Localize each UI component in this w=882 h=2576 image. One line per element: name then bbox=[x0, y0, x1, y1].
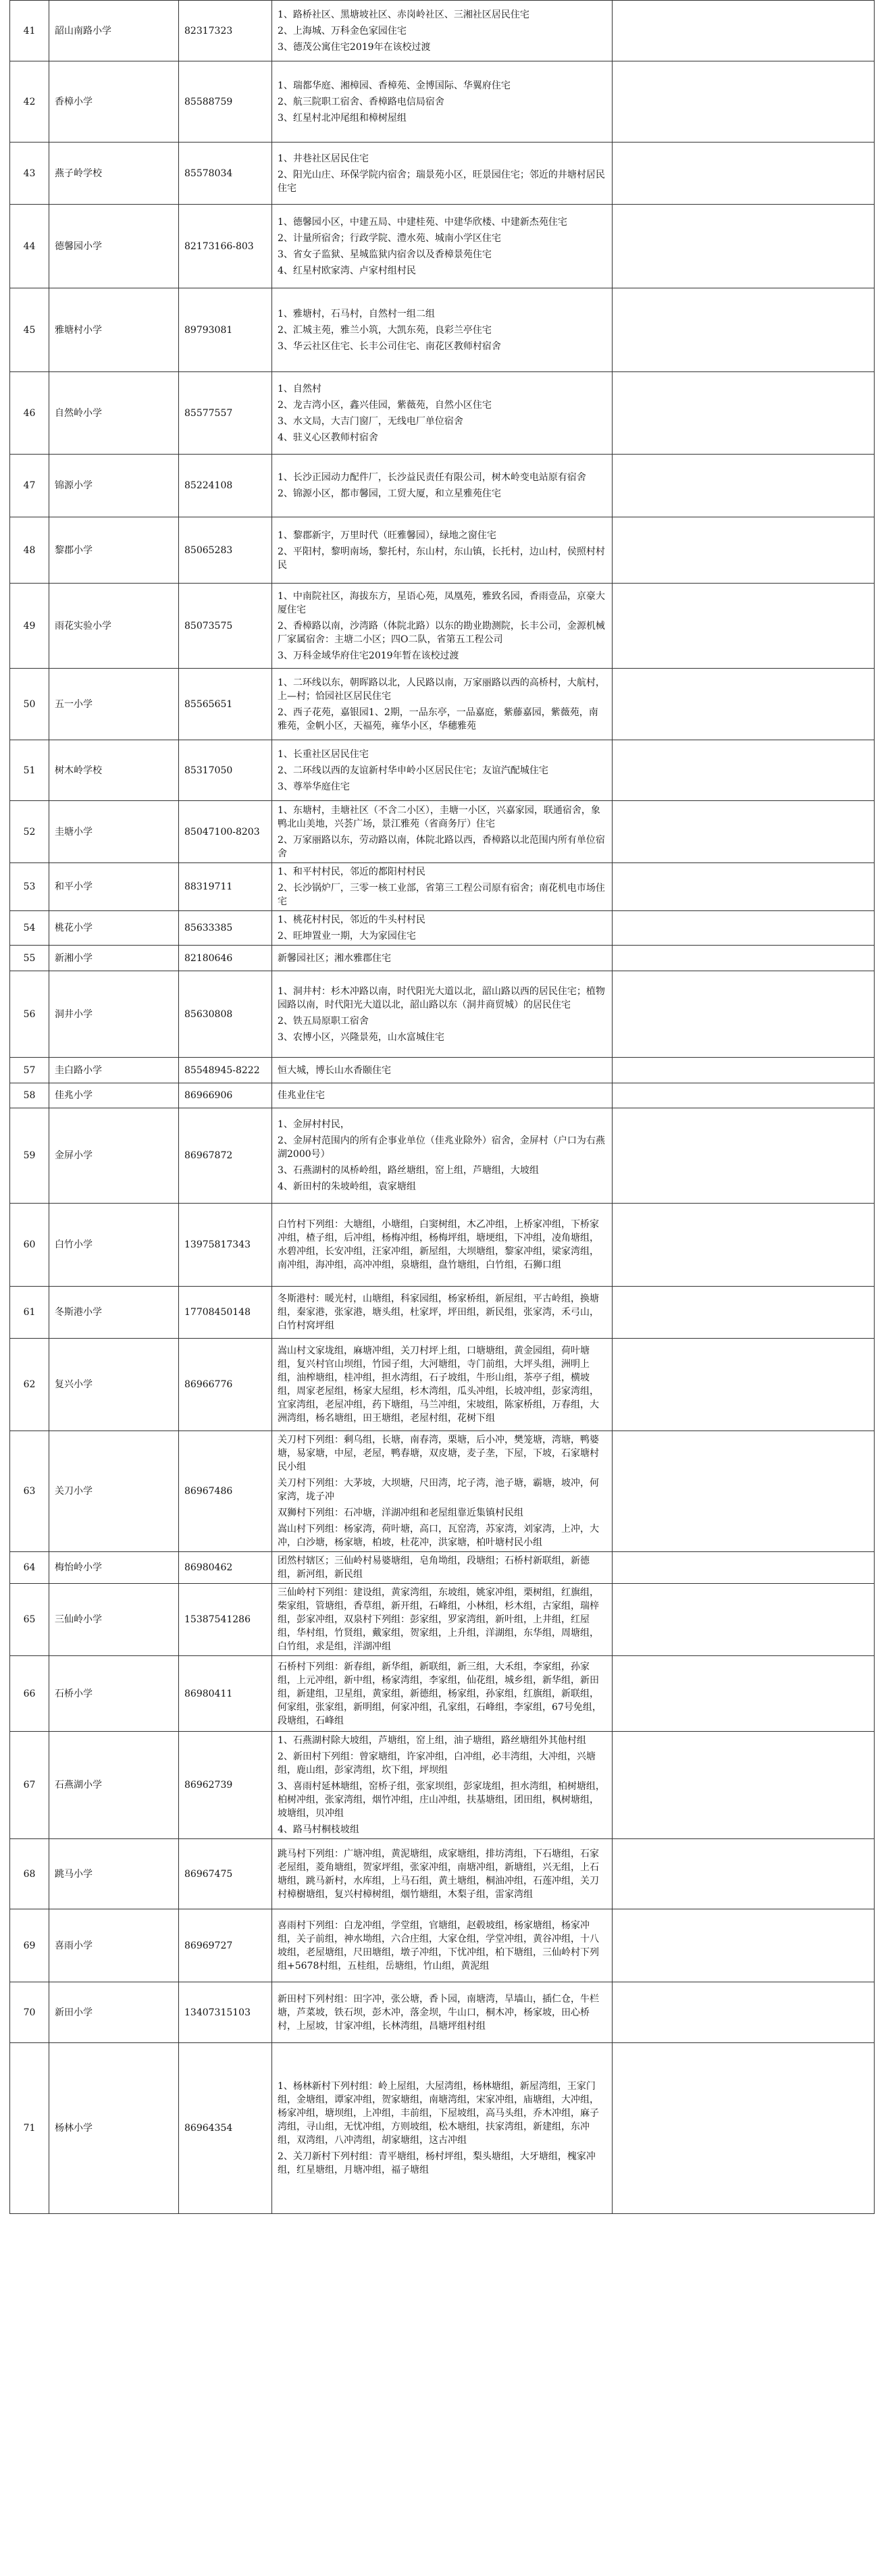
school-name: 梅怡岭小学 bbox=[49, 1552, 179, 1584]
table-row bbox=[10, 2043, 875, 2214]
school-district-table bbox=[9, 0, 875, 2214]
remarks-cell bbox=[613, 372, 875, 455]
remarks-cell bbox=[613, 1732, 875, 1839]
remarks-cell bbox=[613, 971, 875, 1058]
school-name: 黎郡小学 bbox=[49, 517, 179, 584]
remarks-cell bbox=[613, 288, 875, 372]
enrollment-scope bbox=[272, 946, 613, 971]
school-phone: 85065283 bbox=[179, 517, 272, 584]
school-name: 三仙岭小学 bbox=[49, 1584, 179, 1656]
enrollment-scope bbox=[272, 1552, 613, 1584]
table-row bbox=[10, 669, 875, 740]
enrollment-scope bbox=[272, 863, 613, 911]
row-number: 54 bbox=[10, 911, 49, 946]
school-phone: 85565651 bbox=[179, 669, 272, 740]
school-phone: 15387541286 bbox=[179, 1584, 272, 1656]
scope-line: 新田村下列村组：田字冲，张公塘，香卜园，南塘湾，旱墙山，插仁仓，牛栏塘，芦菜坡，铁石坝，彭木冲，落金坝，牛山口，桐木冲，杨家坡，田心桥村，上屋坡，甘家冲组，长林湾组，昌塘坪组村组 bbox=[278, 1993, 599, 2032]
enrollment-scope bbox=[272, 740, 613, 801]
scope-line: 2、铁五局原职工宿舍 bbox=[278, 1015, 369, 1027]
row-number: 63 bbox=[10, 1431, 49, 1552]
scope-line: 3、尊举华庭住宅 bbox=[278, 781, 350, 792]
school-phone: 85588759 bbox=[179, 61, 272, 143]
enrollment-scope bbox=[272, 1431, 613, 1552]
school-phone: 82317323 bbox=[179, 1, 272, 61]
remarks-cell bbox=[613, 584, 875, 669]
scope-line: 3、省女子监狱、星城监狱内宿舍以及香樟景苑住宅 bbox=[278, 249, 492, 260]
scope-line: 1、杨林新村下列村组：岭上屋组，大屋湾组，杨林塘组，新屋湾组，王家门组，金塘组，谭家冲组，贺家塘组，南塘湾组，宋家冲组，庙塘组，大冲组，杨家冲组，塘坝组，上冲组，丰前组，下屋坡组，高马头组，乔木冲组，麻子湾组，寻山组，无忧冲组，方则坡组，松木塘组，扶家湾组，新建组，东冲组，双湾组，八冲湾组，胡家塘组，这古冲组 bbox=[278, 2081, 599, 2146]
enrollment-scope bbox=[272, 1204, 613, 1287]
school-phone: 82180646 bbox=[179, 946, 272, 971]
school-name: 德馨园小学 bbox=[49, 205, 179, 288]
scope-line: 4、新田村的朱坡岭组，袁家塘组 bbox=[278, 1181, 416, 1192]
table-row bbox=[10, 1058, 875, 1083]
scope-line: 3、红星村北冲尾组和樟树屋组 bbox=[278, 112, 407, 124]
enrollment-scope bbox=[272, 801, 613, 863]
scope-line: 2、长沙锅炉厂，三零一核工业部，省第三工程公司原有宿舍；南花机电市场住宅 bbox=[278, 883, 605, 907]
school-phone: 85577557 bbox=[179, 372, 272, 455]
remarks-cell bbox=[613, 1204, 875, 1287]
enrollment-scope bbox=[272, 1982, 613, 2043]
school-name: 燕子岭学校 bbox=[49, 143, 179, 205]
school-phone: 85633385 bbox=[179, 911, 272, 946]
school-phone: 86967872 bbox=[179, 1108, 272, 1204]
scope-line: 3、万科金域华府住宅2019年暂在该校过渡 bbox=[278, 650, 459, 661]
remarks-cell bbox=[613, 740, 875, 801]
remarks-cell bbox=[613, 1909, 875, 1982]
scope-line: 3、农博小区，兴隆景苑，山水富城住宅 bbox=[278, 1031, 444, 1043]
school-name: 新田小学 bbox=[49, 1982, 179, 2043]
remarks-cell bbox=[613, 1108, 875, 1204]
row-number: 70 bbox=[10, 1982, 49, 2043]
scope-line: 1、长重社区居民住宅 bbox=[278, 748, 369, 760]
table-row bbox=[10, 1204, 875, 1287]
school-phone: 86980462 bbox=[179, 1552, 272, 1584]
school-name: 复兴小学 bbox=[49, 1339, 179, 1431]
scope-line: 关刀村下列组：大茅坡，大坝塘，尺田湾，坨子湾，池子塘，霸塘，坡冲，何家湾，垅子冲 bbox=[278, 1478, 599, 1502]
school-phone: 85317050 bbox=[179, 740, 272, 801]
remarks-cell bbox=[613, 1839, 875, 1909]
table-row bbox=[10, 946, 875, 971]
remarks-cell bbox=[613, 61, 875, 143]
remarks-cell bbox=[613, 1058, 875, 1083]
school-phone: 86980411 bbox=[179, 1656, 272, 1732]
scope-line: 3、喜雨村延林塘组，窑桥子组，张家坝组，彭家垅组，担水湾组，柏树塘组，柏树冲组，张家湾组，烟竹冲组，庄山冲组，扶基塘组，团田组，枫树塘组，坡塘组，贝冲组 bbox=[278, 1781, 605, 1819]
row-number: 51 bbox=[10, 740, 49, 801]
row-number: 43 bbox=[10, 143, 49, 205]
scope-line: 2、汇城主苑，雅兰小筑，大凯东苑，良彩兰亭住宅 bbox=[278, 324, 492, 336]
enrollment-scope bbox=[272, 1108, 613, 1204]
school-name: 喜雨小学 bbox=[49, 1909, 179, 1982]
scope-line: 1、德馨园小区，中建五局、中建桂苑、中建华欣楼、中建新杰苑住宅 bbox=[278, 216, 567, 228]
enrollment-scope bbox=[272, 1339, 613, 1431]
remarks-cell bbox=[613, 1656, 875, 1732]
school-name: 白竹小学 bbox=[49, 1204, 179, 1287]
school-name: 新湘小学 bbox=[49, 946, 179, 971]
enrollment-scope bbox=[272, 517, 613, 584]
remarks-cell bbox=[613, 143, 875, 205]
row-number: 67 bbox=[10, 1732, 49, 1839]
row-number: 48 bbox=[10, 517, 49, 584]
school-name: 五一小学 bbox=[49, 669, 179, 740]
scope-line: 1、和平村村民，邻近的都阳村村民 bbox=[278, 867, 425, 877]
school-phone: 13975817343 bbox=[179, 1204, 272, 1287]
school-name: 冬斯港小学 bbox=[49, 1287, 179, 1339]
school-name: 自然岭小学 bbox=[49, 372, 179, 455]
row-number: 71 bbox=[10, 2043, 49, 2214]
school-phone: 17708450148 bbox=[179, 1287, 272, 1339]
table-row bbox=[10, 455, 875, 517]
table-row bbox=[10, 1, 875, 61]
remarks-cell bbox=[613, 669, 875, 740]
remarks-cell bbox=[613, 946, 875, 971]
school-phone: 88319711 bbox=[179, 863, 272, 911]
school-name: 圭白路小学 bbox=[49, 1058, 179, 1083]
table-row bbox=[10, 205, 875, 288]
remarks-cell bbox=[613, 801, 875, 863]
school-phone: 85073575 bbox=[179, 584, 272, 669]
remarks-cell bbox=[613, 1, 875, 61]
table-row bbox=[10, 1656, 875, 1732]
school-name: 雅塘村小学 bbox=[49, 288, 179, 372]
table-row bbox=[10, 1431, 875, 1552]
row-number: 69 bbox=[10, 1909, 49, 1982]
scope-line: 1、中南院社区，海拔东方，星语心苑，凤凰苑，雅致名园，香雨壹品，京豪大厦住宅 bbox=[278, 590, 605, 615]
table-row bbox=[10, 1083, 875, 1108]
scope-line: 2、计量所宿舍；行政学院、澧水苑、城南小学区住宅 bbox=[278, 232, 501, 244]
remarks-cell bbox=[613, 517, 875, 584]
scope-line: 2、香樟路以南，沙湾路（体院北路）以东的勘业勘测院，长丰公司，金源机械厂家属宿舍：主塘二小区；四O二队，省第五工程公司 bbox=[278, 620, 605, 645]
scope-line: 团然村辖区；三仙岭村易婆塘组，皂角坳组，段塘组；石桥村新联组，新德组，新河组，新民组 bbox=[278, 1555, 590, 1580]
remarks-cell bbox=[613, 205, 875, 288]
enrollment-scope bbox=[272, 205, 613, 288]
school-phone: 85224108 bbox=[179, 455, 272, 517]
school-name: 石燕湖小学 bbox=[49, 1732, 179, 1839]
enrollment-scope bbox=[272, 61, 613, 143]
row-number: 59 bbox=[10, 1108, 49, 1204]
row-number: 49 bbox=[10, 584, 49, 669]
table-row bbox=[10, 1982, 875, 2043]
table-row bbox=[10, 1287, 875, 1339]
remarks-cell bbox=[613, 911, 875, 946]
scope-line: 2、阳光山庄、环保学院内宿舍；瑞景苑小区，旺景园住宅；邻近的井塘村居民住宅 bbox=[278, 169, 605, 194]
table-row bbox=[10, 143, 875, 205]
enrollment-scope bbox=[272, 1287, 613, 1339]
scope-line: 喜雨村下列组：白龙冲组，学堂组，官塘组，赵毂坡组，杨家塘组，杨家冲组，关子前组，神水坳组，六合庄组，大家仓组，学堂冲组，黄谷冲组，十八坡组，老屋塘组，尺田塘组，墩子冲组，下忧冲组，柏下塘组，三仙岭村下列组+5678村组，五桂组，岳塘组，竹山组，黄泥组 bbox=[278, 1920, 599, 1972]
scope-line: 3、水文局，大吉门窗厂，无线电厂单位宿舍 bbox=[278, 415, 463, 427]
scope-line: 1、洞井村：杉木冲路以南，时代阳光大道以北，韶山路以西的居民住宅；植物园路以南，时代阳光大道以北，韶山路以东（洞井商贸城）的居民住宅 bbox=[278, 985, 605, 1010]
scope-line: 3、石燕湖村的凤桥岭组，路丝塘组，窑上组，芦塘组，大坡组 bbox=[278, 1165, 539, 1176]
scope-line: 2、关刀新村下列村组：青平塘组，杨村坪组，梨头塘组，大牙塘组，槐家冲组，红星塘组，月塘冲组，福子塘组 bbox=[278, 2151, 596, 2175]
enrollment-scope bbox=[272, 1058, 613, 1083]
school-phone: 89793081 bbox=[179, 288, 272, 372]
remarks-cell bbox=[613, 1339, 875, 1431]
row-number: 42 bbox=[10, 61, 49, 143]
row-number: 58 bbox=[10, 1083, 49, 1108]
row-number: 47 bbox=[10, 455, 49, 517]
enrollment-scope bbox=[272, 1584, 613, 1656]
remarks-cell bbox=[613, 863, 875, 911]
scope-line: 2、二环线以西的友谊新村华申岭小区居民住宅；友谊汽配城住宅 bbox=[278, 765, 548, 776]
row-number: 41 bbox=[10, 1, 49, 61]
scope-line: 石桥村下列组：新春组，新华组，新联组，新三组，大禾组，李家组，孙家组，上元冲组，新中组，杨家湾组，李家组，仙花组，城乡组，新华组，新田组，新建组，卫星组，黄家组，新德组，杨家组，孙家组，红旗组，新联组，何家组，张家组，新明组，何家冲组，孔家组，石峰组，李家组，67号免组，段塘组，石峰组 bbox=[278, 1661, 602, 1726]
table-row bbox=[10, 863, 875, 911]
school-name: 树木岭学校 bbox=[49, 740, 179, 801]
table-row bbox=[10, 372, 875, 455]
school-phone: 13407315103 bbox=[179, 1982, 272, 2043]
school-name: 杨林小学 bbox=[49, 2043, 179, 2214]
row-number: 52 bbox=[10, 801, 49, 863]
school-phone: 86967475 bbox=[179, 1839, 272, 1909]
row-number: 60 bbox=[10, 1204, 49, 1287]
scope-line: 1、雅塘村，石马村，自然村一组二组 bbox=[278, 308, 435, 319]
scope-line: 跳马村下列组：广塘冲组，黄泥塘组，成家塘组，排坊湾组，下石塘组，石家老屋组，菱角塘组，贺家坪组，张家冲组，南塘冲组，新塘组，兴无组，上石塘组，跳马新村，水库组，上马石组，黄土塘组，桐油冲组，石莲冲组，关刀村樟樹塘组，复兴村樟树组，烟竹塘组，木梨子组，雷家湾组 bbox=[278, 1848, 599, 1900]
table-row bbox=[10, 61, 875, 143]
scope-line: 4、驻义心区教师村宿舍 bbox=[278, 432, 378, 443]
row-number: 66 bbox=[10, 1656, 49, 1732]
scope-line: 4、红星村欧家湾、卢家村组村民 bbox=[278, 265, 416, 276]
scope-line: 1、二环线以东，朝晖路以北，人民路以南，万家丽路以西的高桥村，大航村，上—村；恰园社区居民住宅 bbox=[278, 677, 605, 702]
row-number: 55 bbox=[10, 946, 49, 971]
school-name: 佳兆小学 bbox=[49, 1083, 179, 1108]
table-row bbox=[10, 1339, 875, 1431]
enrollment-scope bbox=[272, 911, 613, 946]
enrollment-scope bbox=[272, 971, 613, 1058]
row-number: 57 bbox=[10, 1058, 49, 1083]
school-phone: 86967486 bbox=[179, 1431, 272, 1552]
school-name: 和平小学 bbox=[49, 863, 179, 911]
table-row bbox=[10, 1909, 875, 1982]
scope-line: 2、金屏村范围内的所有企事业单位（佳兆业除外）宿舍，金屏村（户口为右燕湖2000号） bbox=[278, 1135, 605, 1160]
school-phone: 86969727 bbox=[179, 1909, 272, 1982]
table-row bbox=[10, 971, 875, 1058]
row-number: 44 bbox=[10, 205, 49, 288]
table-body bbox=[10, 1, 875, 2214]
row-number: 68 bbox=[10, 1839, 49, 1909]
scope-line: 2、锦源小区，都市馨园，工贸大厦，和立星雅苑住宅 bbox=[278, 488, 501, 499]
scope-line: 1、黎郡新宇，万里时代（旺雅馨园），绿地之窗住宅 bbox=[278, 530, 496, 541]
scope-line: 嵩山村文家垅组，麻塘冲组，关刀村坪上组，口塘塘组，黄金园组，荷叶塘组，复兴村官山坝组，竹园子组，大河塘组，寺门前组，大坪头组，洲明上组，油榨塘组，桂冲组，担水湾组，石子坡组，牛形山组，茶亭子组，横坡组，周家老屋组，杨家大屋组，杉木湾组，瓜头冲组，长坡冲组，彭家湾组，宜家湾组，老屋冲组，药下塘组，马兰冲组，宋坡组，陈家桥组，万春组，大洲湾组，杨名塘组，田王塘组，老屋村组，花树下组 bbox=[278, 1345, 599, 1424]
enrollment-scope bbox=[272, 1909, 613, 1982]
school-phone: 85047100-8203 bbox=[179, 801, 272, 863]
scope-line: 2、万家丽路以东，劳动路以南，体院北路以西，香樟路以北范围内所有单位宿舍 bbox=[278, 834, 605, 859]
school-phone: 86964354 bbox=[179, 2043, 272, 2214]
scope-line: 2、旺坤置业一期，大为家园住宅 bbox=[278, 931, 416, 942]
scope-line: 嵩山村下列组：杨家湾，荷叶塘，高口，瓦窑湾，苏家湾，刘家湾，上冲，大冲，白沙塘，杨家塘，柏坡，杜花冲，洪家塘，柏叶塘村民小组 bbox=[278, 1524, 599, 1548]
school-name: 石桥小学 bbox=[49, 1656, 179, 1732]
row-number: 53 bbox=[10, 863, 49, 911]
row-number: 65 bbox=[10, 1584, 49, 1656]
school-name: 圭塘小学 bbox=[49, 801, 179, 863]
scope-line: 4、路马村桐枝坡组 bbox=[278, 1824, 359, 1835]
table-row bbox=[10, 1108, 875, 1204]
school-phone: 86966906 bbox=[179, 1083, 272, 1108]
row-number: 61 bbox=[10, 1287, 49, 1339]
school-phone: 82173166-803 bbox=[179, 205, 272, 288]
school-name: 韶山南路小学 bbox=[49, 1, 179, 61]
scope-line: 1、自然村 bbox=[278, 383, 321, 394]
school-name: 洞井小学 bbox=[49, 971, 179, 1058]
school-name: 金屏小学 bbox=[49, 1108, 179, 1204]
remarks-cell bbox=[613, 1431, 875, 1552]
scope-line: 恒大城，博长山水香颐住宅 bbox=[278, 1064, 391, 1076]
scope-line: 新馨园社区；湘水雅郡住宅 bbox=[278, 952, 391, 964]
enrollment-scope bbox=[272, 584, 613, 669]
table-row bbox=[10, 740, 875, 801]
scope-line: 1、金屏村村民， bbox=[278, 1119, 350, 1130]
remarks-cell bbox=[613, 1552, 875, 1584]
enrollment-scope bbox=[272, 2043, 613, 2214]
scope-line: 3、华云社区住宅、长丰公司住宅、南花区教师村宿舍 bbox=[278, 340, 501, 352]
school-phone: 85630808 bbox=[179, 971, 272, 1058]
school-phone: 85578034 bbox=[179, 143, 272, 205]
enrollment-scope bbox=[272, 669, 613, 740]
enrollment-scope bbox=[272, 1732, 613, 1839]
scope-line: 白竹村下列组：大塘组，小塘组，白窦树组，木乙冲组，上桥家冲组，下桥家冲组，楂子组，后冲组，杨梅冲组，杨梅坪组，塘埂组，下冲组，凌角塘组，水碧冲组，长安冲组，汪家冲组，新屋组，大坝塘组，黎家冲组，梁家湾组，南冲组，海冲组，高冲冲组，泉塘组，盘竹塘组，白竹组，石狮口组 bbox=[278, 1219, 599, 1270]
row-number: 46 bbox=[10, 372, 49, 455]
scope-line: 1、东塘村，圭塘社区（不含二小区），圭塘一小区，兴嘉家园，联通宿舍，象鸭北山美地，兴荟广场，景江雅苑（省商务厅）住宅 bbox=[278, 804, 600, 829]
enrollment-scope bbox=[272, 1839, 613, 1909]
school-name: 跳马小学 bbox=[49, 1839, 179, 1909]
table-row bbox=[10, 517, 875, 584]
remarks-cell bbox=[613, 1287, 875, 1339]
remarks-cell bbox=[613, 1584, 875, 1656]
enrollment-scope bbox=[272, 1656, 613, 1732]
school-phone: 86966776 bbox=[179, 1339, 272, 1431]
scope-line: 冬斯港村：暖光村，山塘组，科家园组，杨家桥组，新屋组，平古岭组，换塘组，秦家港，张家港，塘头组，杜家坪，坪田组，新民组，张家湾，禾弓山，白竹村窝坪组 bbox=[278, 1293, 599, 1331]
scope-line: 2、上海城、万科金色家园住宅 bbox=[278, 25, 407, 36]
scope-line: 2、西子花苑，嘉银园1、2期，一品东亭，一品嘉庭，紫藤嘉园，紫薇苑，南雅苑，金帆小区，天福苑，雍华小区，华穗雅苑 bbox=[278, 706, 598, 731]
scope-line: 1、井巷社区居民住宅 bbox=[278, 153, 369, 164]
school-name: 锦源小学 bbox=[49, 455, 179, 517]
scope-line: 双狮村下列组：石冲塘，洋湖冲组和老屋组靠近集镇村民组 bbox=[278, 1508, 523, 1518]
remarks-cell bbox=[613, 1982, 875, 2043]
enrollment-scope bbox=[272, 143, 613, 205]
school-phone: 86962739 bbox=[179, 1732, 272, 1839]
row-number: 62 bbox=[10, 1339, 49, 1431]
scope-line: 关刀村下列组：剩乌组，长塘，南春湾，栗塘，后小冲，樊笼塘，湾塘，鸭婆塘，易家塘，中屋，老屋，鸭春塘，双皮塘，麦子垄，下屋，下坡，石家塘村民小组 bbox=[278, 1435, 599, 1472]
table-row bbox=[10, 584, 875, 669]
table-row bbox=[10, 1839, 875, 1909]
table-row bbox=[10, 288, 875, 372]
scope-line: 2、平阳村，黎明南场，黎托村，东山村，东山镇，长托村，边山村，侯照村村民 bbox=[278, 546, 605, 571]
school-name: 香樟小学 bbox=[49, 61, 179, 143]
scope-line: 3、德茂公寓住宅2019年在该校过渡 bbox=[278, 41, 431, 53]
school-name: 关刀小学 bbox=[49, 1431, 179, 1552]
enrollment-scope bbox=[272, 455, 613, 517]
scope-line: 三仙岭村下列组：建设组，黄家湾组，东坡组，姚家冲组，栗树组，红旗组，柴家组，管塘组，香草组，新开组，石峰组，小林组，杉木组，古家组，瑞梓组，彭家冲组，双泉村下列组：彭家组，罗家湾组，新叶组，上井组，红屋组，华村组，竹贤组，戴家组，贺家组，上升组，洋湖组，东华组，周塘组，白竹组，求是组，洋湖冲组 bbox=[278, 1587, 599, 1652]
enrollment-scope bbox=[272, 1, 613, 61]
scope-line: 佳兆业住宅 bbox=[278, 1090, 325, 1101]
scope-line: 1、长沙正园动力配件厂，长沙益民责任有限公司，树木岭变电站原有宿舍 bbox=[278, 472, 586, 483]
enrollment-scope bbox=[272, 372, 613, 455]
table-row bbox=[10, 801, 875, 863]
row-number: 45 bbox=[10, 288, 49, 372]
scope-line: 2、新田村下列组：曾家塘组，许家冲组，白冲组，必丰湾组，大冲组，兴塘组，鹿山组，彭家湾组，坎下组，坪坝组 bbox=[278, 1751, 596, 1776]
enrollment-scope bbox=[272, 288, 613, 372]
enrollment-scope bbox=[272, 1083, 613, 1108]
table-row bbox=[10, 911, 875, 946]
scope-line: 2、航三院职工宿舍、香樟路电信局宿舍 bbox=[278, 96, 444, 107]
scope-line: 2、龙吉湾小区，鑫兴佳园，紫薇苑，自然小区住宅 bbox=[278, 399, 492, 411]
scope-line: 1、石燕湖村除大坡组，芦塘组，窑上组，油子塘组，路丝塘组外其他村组 bbox=[278, 1735, 586, 1746]
school-name: 雨花实验小学 bbox=[49, 584, 179, 669]
scope-line: 1、桃花村村民，邻近的牛头村村民 bbox=[278, 915, 425, 925]
remarks-cell bbox=[613, 1083, 875, 1108]
table-row bbox=[10, 1584, 875, 1656]
school-name: 桃花小学 bbox=[49, 911, 179, 946]
row-number: 64 bbox=[10, 1552, 49, 1584]
remarks-cell bbox=[613, 2043, 875, 2214]
row-number: 50 bbox=[10, 669, 49, 740]
table-row bbox=[10, 1552, 875, 1584]
table-row bbox=[10, 1732, 875, 1839]
school-phone: 85548945-8222 bbox=[179, 1058, 272, 1083]
scope-line: 1、瑞都华庭、湘樟园、香樟苑、金博国际、华翼府住宅 bbox=[278, 80, 511, 91]
scope-line: 1、路桥社区、黑塘坡社区、赤岗岭社区、三湘社区居民住宅 bbox=[278, 9, 529, 20]
row-number: 56 bbox=[10, 971, 49, 1058]
remarks-cell bbox=[613, 455, 875, 517]
